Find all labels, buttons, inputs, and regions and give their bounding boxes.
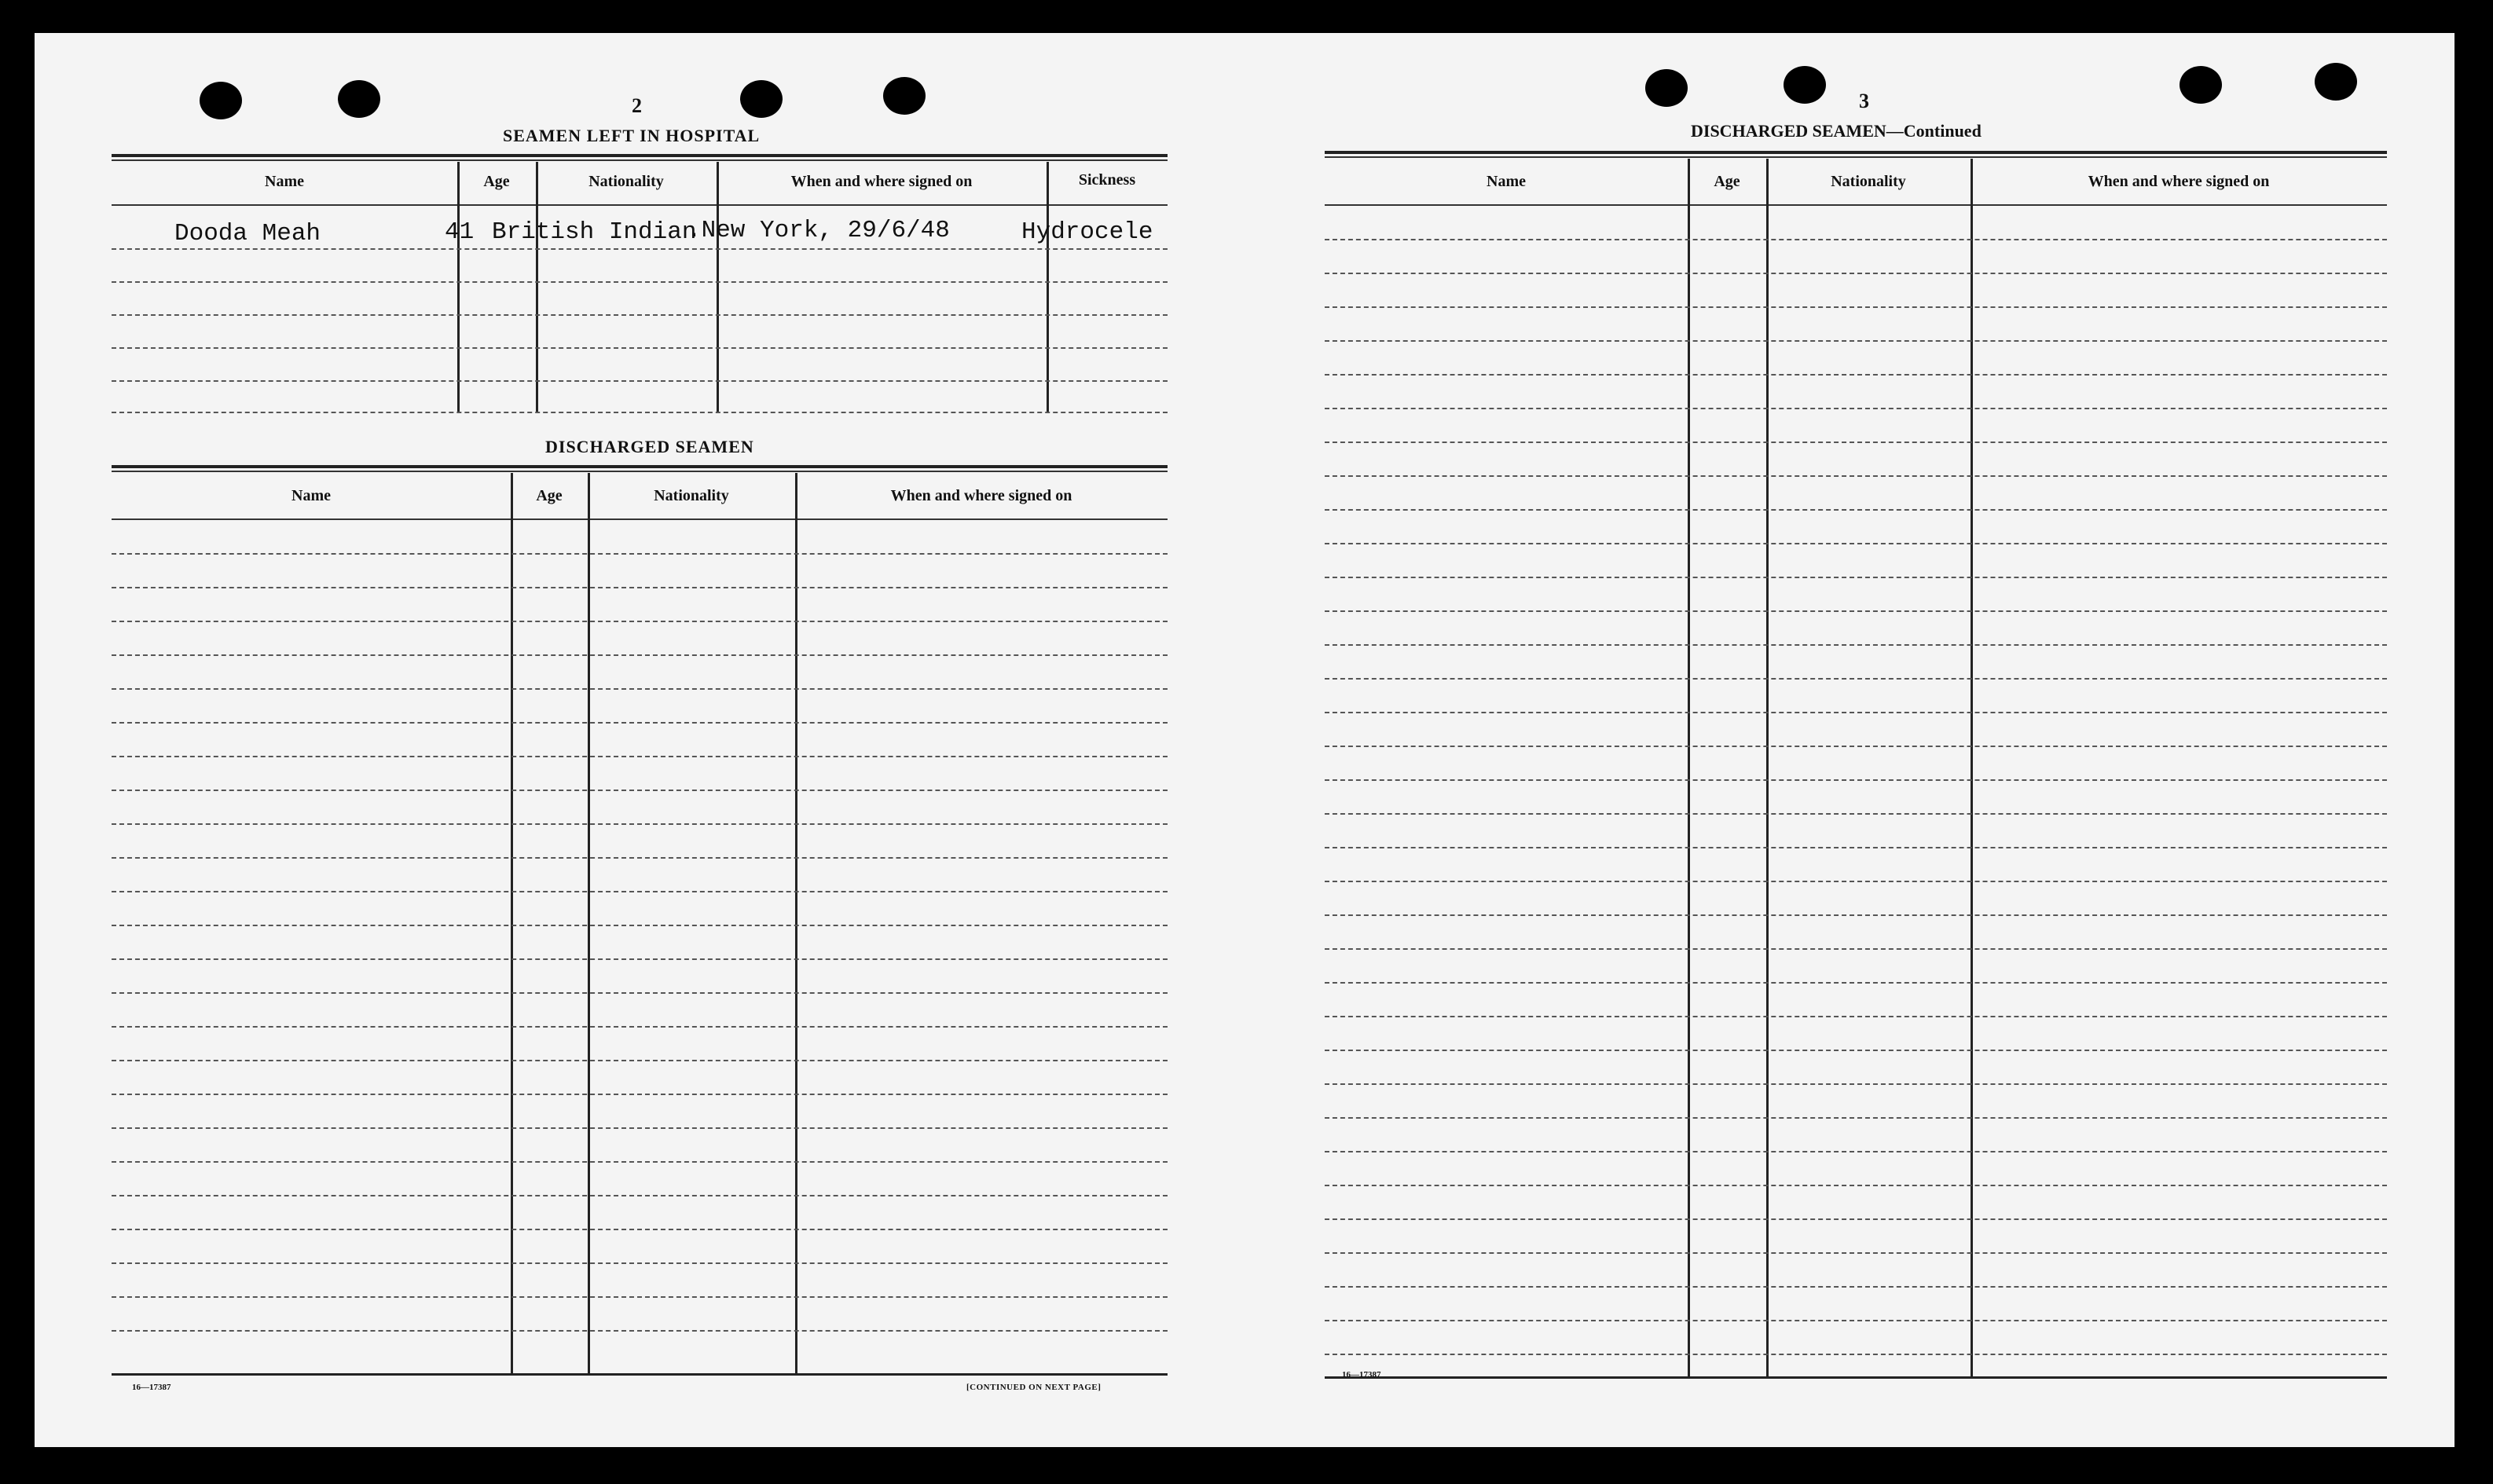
column-header: Name (265, 173, 304, 190)
ruled-row-line (1325, 475, 2387, 477)
column-header: When and where signed on (790, 173, 973, 190)
punch-hole (2315, 63, 2357, 101)
ruled-row-line (112, 587, 1168, 588)
ruled-row-line (1325, 678, 2387, 680)
discharged-section-title: DISCHARGED SEAMEN (545, 437, 754, 456)
hospital-table (112, 154, 1168, 453)
hospital-section-title: SEAMEN LEFT IN HOSPITAL (503, 126, 761, 145)
column-header: Age (536, 487, 563, 504)
column-header: Age (1714, 173, 1740, 190)
punch-hole (883, 77, 926, 115)
ruled-row-line (1325, 577, 2387, 578)
ruled-row-line (1325, 1218, 2387, 1220)
ruled-row-line (1325, 746, 2387, 747)
ruled-row-line (1325, 1016, 2387, 1017)
punch-hole (1645, 69, 1688, 107)
ruled-row-line (112, 992, 1168, 994)
column-header: Nationality (1831, 173, 1906, 190)
ruled-row-line (1325, 509, 2387, 511)
ruled-row-line (1325, 273, 2387, 274)
hospital-row-nationality: British Indian (492, 218, 697, 246)
punch-hole (740, 80, 783, 118)
ruled-row-line (1325, 1185, 2387, 1186)
page-number-left: 2 (632, 94, 642, 117)
column-header: When and where signed on (2088, 173, 2270, 190)
ruled-row-line (112, 925, 1168, 926)
ruled-row-line (1325, 1083, 2387, 1085)
ruled-row-line (1325, 610, 2387, 612)
continued-note: [CONTINUED ON NEXT PAGE] (966, 1383, 1102, 1392)
hospital-row-sickness: Hydrocele (1021, 218, 1153, 246)
ruled-row-line (1325, 644, 2387, 646)
discharged-title-suffix: —Continued (1886, 121, 1982, 141)
ruled-row-line (112, 1060, 1168, 1061)
ruled-row-line (112, 958, 1168, 960)
ruled-row-line (112, 1127, 1168, 1129)
column-header: Name (291, 487, 331, 504)
punch-hole (200, 82, 242, 119)
ruled-row-line (1325, 374, 2387, 376)
ruled-row-line (1325, 1252, 2387, 1254)
hospital-row-age: 41 (445, 218, 475, 246)
ruled-row-line (112, 1262, 1168, 1264)
form-code-right: 16—17387 (1342, 1370, 1381, 1380)
column-header: Nationality (588, 173, 664, 190)
ruled-row-line (1325, 779, 2387, 781)
ruled-row-line (1325, 914, 2387, 916)
ruled-row-line (112, 1330, 1168, 1332)
column-header: Age (483, 173, 510, 190)
discharged-table (112, 465, 1168, 1408)
ruled-row-line (112, 1161, 1168, 1163)
ruled-row-line (1325, 813, 2387, 815)
ruled-row-line (112, 891, 1168, 892)
column-header: When and where signed on (890, 487, 1072, 504)
ruled-row-line (1325, 543, 2387, 544)
ruled-row-line (112, 621, 1168, 622)
ruled-row-line (1325, 948, 2387, 950)
ruled-row-line (1325, 239, 2387, 240)
punch-hole (1784, 66, 1826, 104)
ruled-row-line (112, 1094, 1168, 1095)
ruled-row-line (112, 1229, 1168, 1230)
punch-hole (2180, 66, 2222, 104)
discharged-continued-title (1691, 121, 1982, 141)
ruled-row-line (112, 1296, 1168, 1298)
form-code-left: 16—17387 (132, 1383, 171, 1392)
ruled-row-line (1325, 442, 2387, 443)
ruled-row-line (112, 823, 1168, 825)
ruled-row-line (1325, 1354, 2387, 1355)
hospital-row-signed-on: .New York, 29/6/48 (687, 217, 950, 244)
punch-hole (338, 80, 380, 118)
discharged-continued-table (1325, 151, 2387, 1408)
ruled-row-line (112, 790, 1168, 791)
ruled-row-line (112, 1195, 1168, 1196)
hospital-row-name: Dooda Meah (174, 220, 321, 247)
document-sheet (35, 33, 2455, 1447)
ruled-row-line (1325, 1320, 2387, 1321)
column-header: Sickness (1078, 171, 1136, 189)
ruled-row-line (1325, 982, 2387, 984)
ruled-row-line (1325, 408, 2387, 409)
ruled-row-line (112, 553, 1168, 555)
discharged-title-main: DISCHARGED SEAMEN (1691, 121, 1886, 141)
ruled-row-line (1325, 1151, 2387, 1152)
ruled-row-line (1325, 712, 2387, 713)
ruled-row-line (1325, 881, 2387, 882)
ruled-row-line (1325, 1050, 2387, 1051)
column-header: Name (1487, 173, 1526, 190)
ruled-row-line (1325, 306, 2387, 308)
page-number-right: 3 (1859, 90, 1869, 112)
ruled-row-line (1325, 1286, 2387, 1288)
ruled-row-line (1325, 847, 2387, 848)
ruled-row-line (112, 857, 1168, 859)
ruled-row-line (112, 756, 1168, 757)
ruled-row-line (112, 688, 1168, 690)
ruled-row-line (1325, 1117, 2387, 1119)
ruled-row-line (112, 722, 1168, 724)
column-header: Nationality (654, 487, 729, 504)
ruled-row-line (1325, 340, 2387, 342)
ruled-row-line (112, 654, 1168, 656)
ruled-row-line (112, 1026, 1168, 1028)
